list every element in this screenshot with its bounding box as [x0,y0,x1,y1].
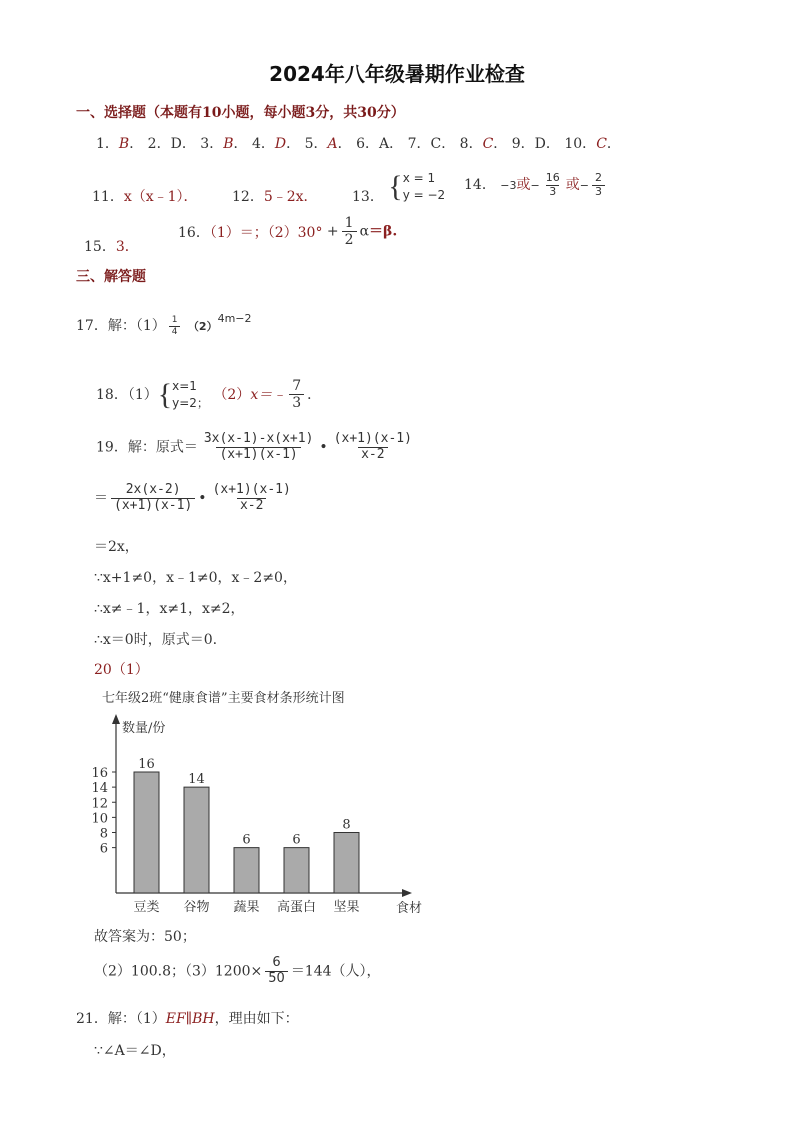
q21-line2: ∵∠A＝∠D， [94,1043,176,1059]
y-tick-label: 10 [91,811,108,827]
category-label: 坚果 [333,900,360,915]
q20-part23: （2）100.8；（3）1200× $\frac{6}{50}$ ＝144（人）， [94,955,381,986]
q11: 11．x（x﹣1）． [92,189,198,205]
page-title: 2024年八年级暑期作业检查 [269,62,525,86]
q15: 15．3． [84,239,139,255]
bar [134,772,159,893]
chart-ylabel: 数量/份 [122,721,166,736]
y-tick-label: 12 [91,796,108,812]
category-label: 豆类 [133,900,160,915]
section-heading-choice: 一、选择题（本题有10小题，每小题3分，共30分） [76,105,405,121]
q12: 12．5﹣2x． [232,189,318,205]
y-axis-arrow-icon [112,714,120,724]
bar-value-label: 6 [242,832,251,848]
y-tick-label: 8 [99,826,108,842]
q18: 18．（1）{ x=1 y=2； （2）x＝﹣ $\frac{7}{3}$ ． [96,377,322,412]
q16: 16．（1）＝；（2）30° + $\frac{1}{2}$ α＝β. [178,215,398,249]
category-label: 高蛋白 [276,900,317,915]
q20-label: 20（1） [94,662,149,678]
q19-line6: ∴x＝0时，原式＝0. [94,632,218,648]
brace-icon: { [388,170,403,203]
bar [284,848,309,893]
y-tick-label: 6 [99,841,108,857]
q19-line4: ∵x+1≠0，x﹣1≠0，x﹣2≠0， [94,570,297,586]
q21-line1: 21．解：（1）EF∥BH，理由如下： [76,1011,299,1027]
q14: 14． −3或− $\frac{16}{3}$ 或− $\frac{2}{3}$ [464,172,608,198]
x-axis-arrow-icon [402,889,412,897]
bar [334,833,359,894]
section-heading-solve: 三、解答题 [76,269,146,285]
bar [234,848,259,893]
mc-answers: 1．B． 2．D． 3．B． 4．D． 5．A． 6．A． 7．C． 8．C． 9．D． 10．C． [96,136,621,152]
bar [184,787,209,893]
y-tick-label: 16 [91,766,108,781]
bar-value-label: 14 [188,772,205,788]
chart-title: 七年级2班“健康食谱”主要食材条形统计图 [102,691,345,706]
q19-line5: ∴x≠﹣1，x≠1，x≠2， [94,601,245,617]
bar-value-label: 6 [292,832,301,848]
brace-icon: { [157,377,173,411]
q19-line3: ＝2x， [94,539,139,555]
y-tick-label: 14 [91,781,108,797]
category-label: 谷物 [183,900,210,915]
q17: 17．解：（1） $\frac{1}{4}$ $(2)^{4m-2}$ [76,312,252,337]
bar-chart [80,682,440,922]
q13: 13． { x = 1 y = −2 [352,170,446,205]
bar-value-label: 16 [138,757,155,772]
category-label: 蔬果 [233,900,260,915]
q19-line1: 19．解：原式＝ $\frac{3x(x-1)-x(x+1)}{(x+1)(x-1)}$ • $\frac{(x+1)(x-1)}{x-2}$ [96,431,412,462]
q19-line2: ＝ $\frac{2x(x-2)}{(x+1)(x-1)}$ • $\frac{(x+1)(x-1)}{x-2}$ [94,482,291,513]
bar-value-label: 8 [342,817,351,833]
chart-xlabel: 食材 [396,901,423,916]
q20-answer: 故答案为：50； [94,929,196,945]
